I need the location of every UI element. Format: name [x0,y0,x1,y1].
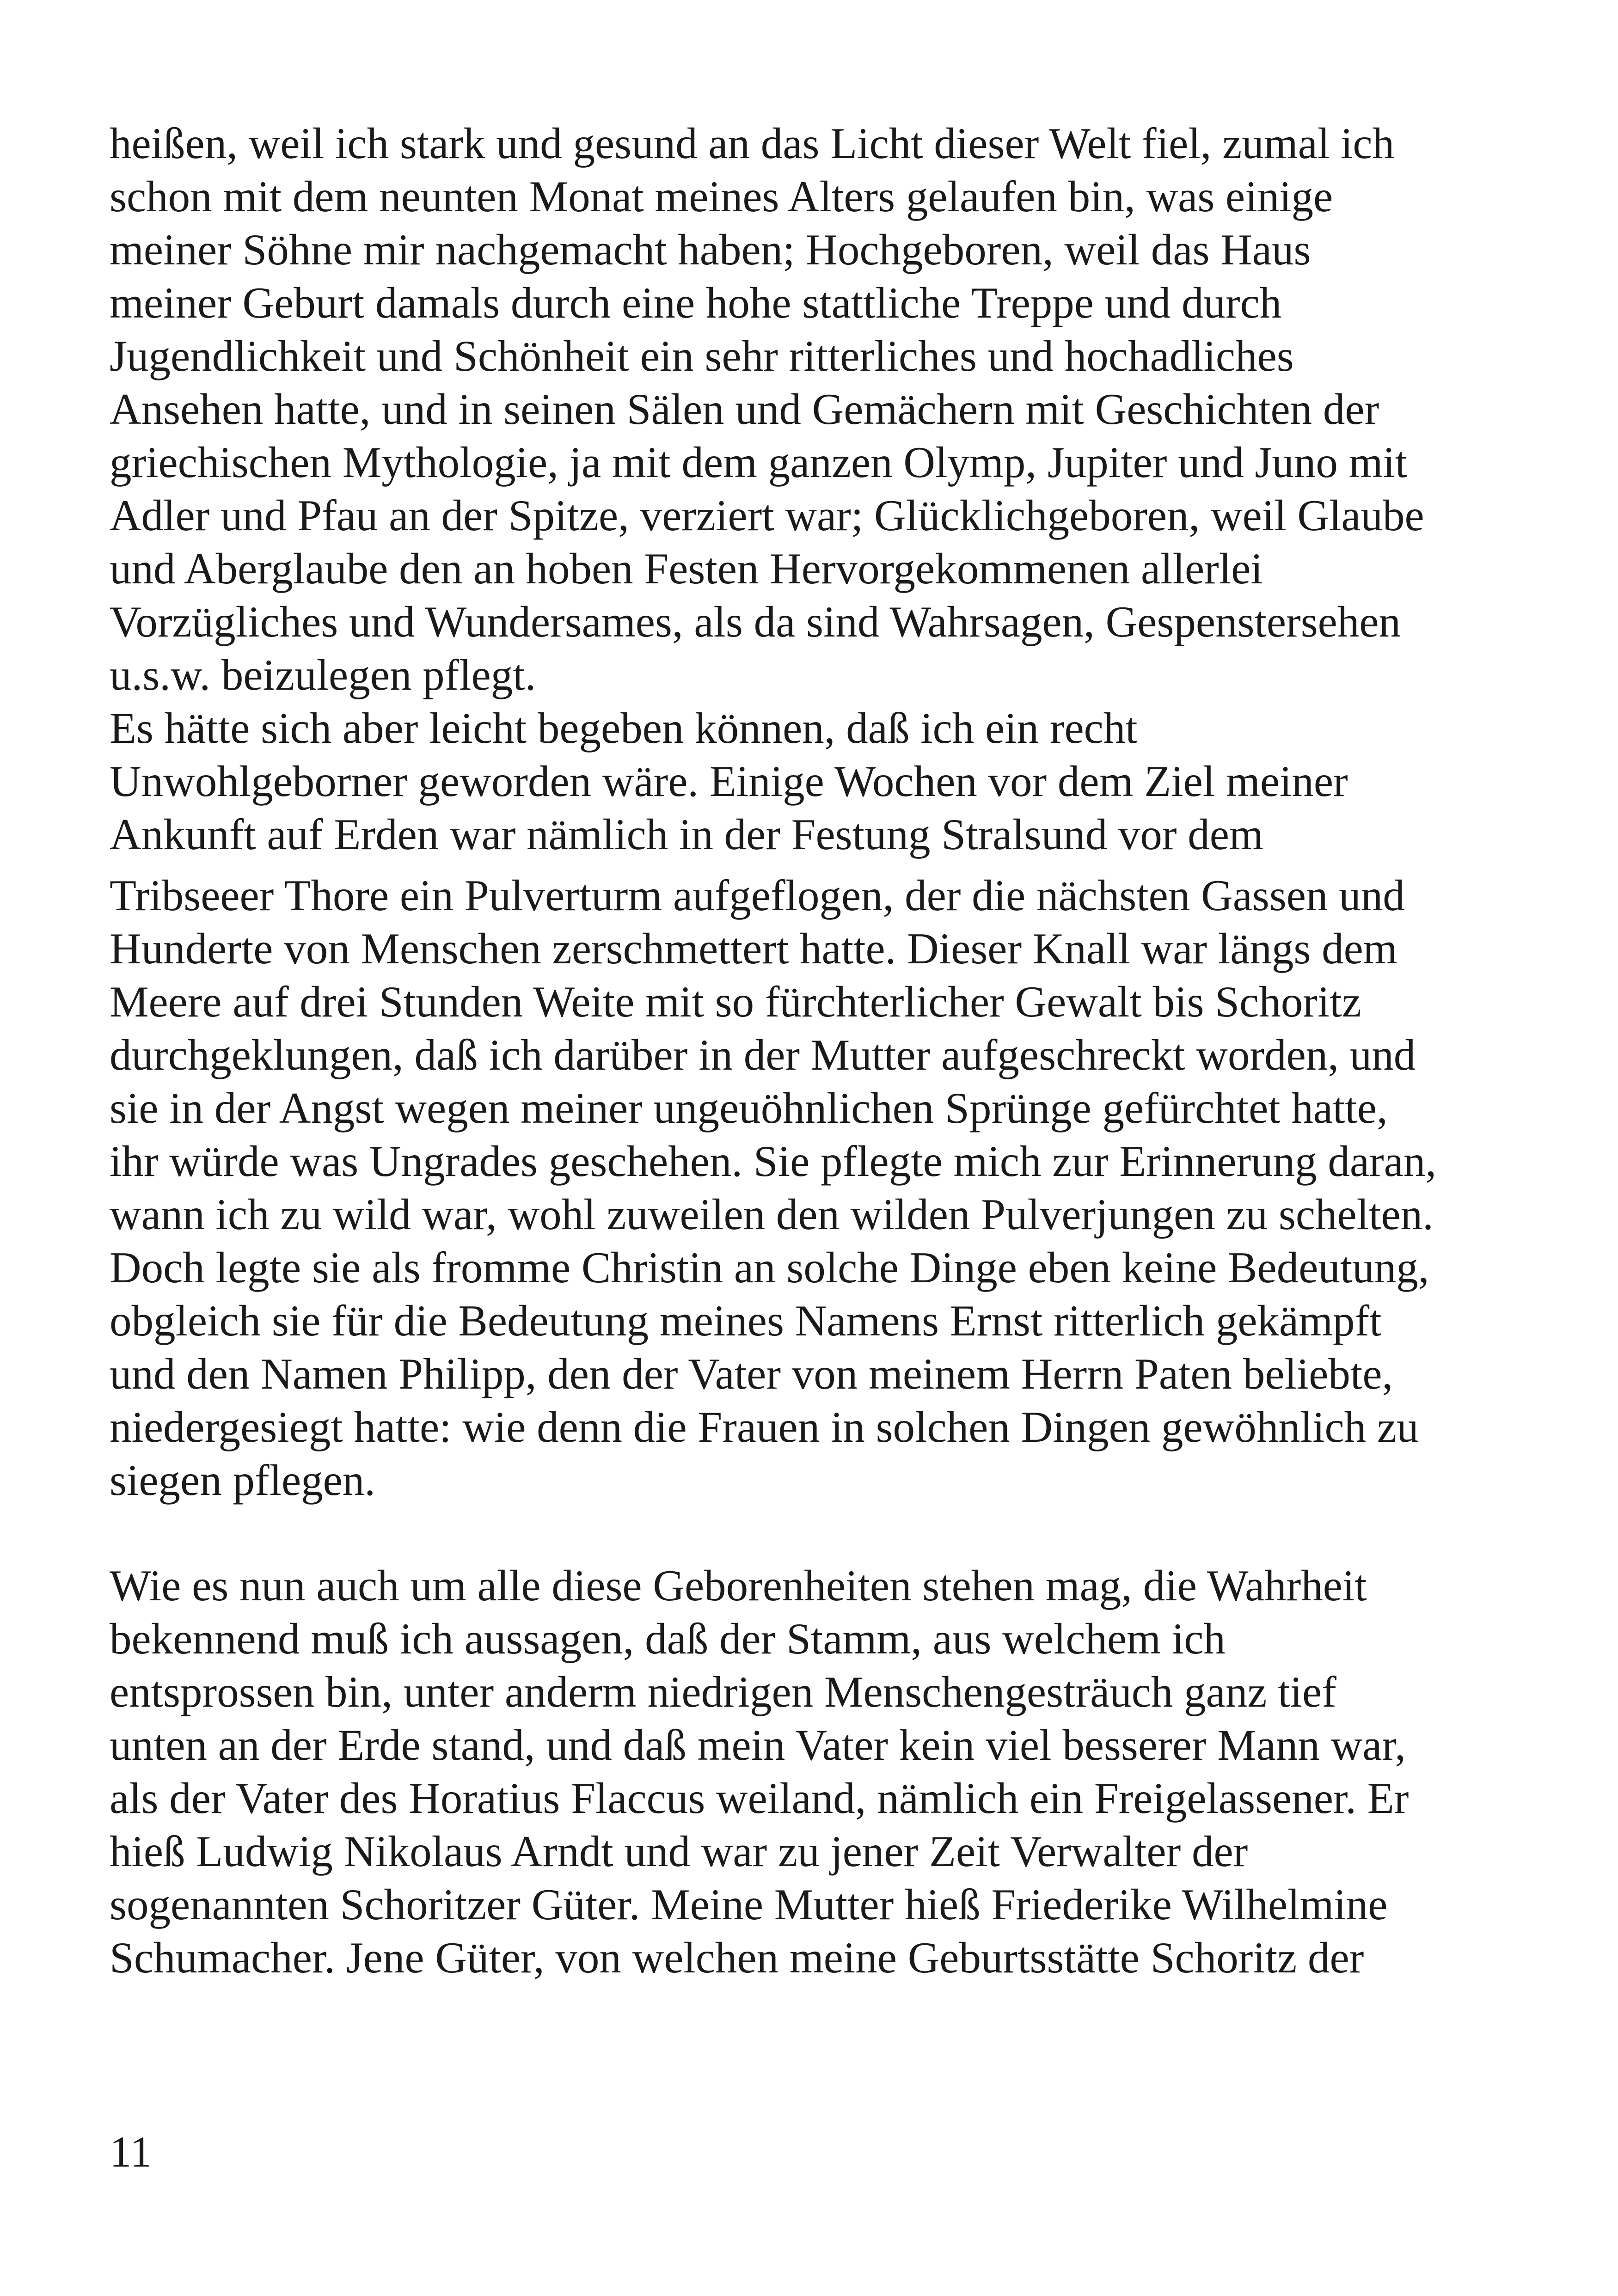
text-line: Adler und Pfau an der Spitze, verziert war; Glücklichgeboren, weil Glaube [110,491,1424,540]
text-line: Vorzügliches und Wundersames, als da sind Wahrsagen, Gespenstersehen [110,597,1401,646]
text-line: Wie es nun auch um alle diese Geborenheiten stehen mag, die Wahrheit [110,1561,1367,1610]
text-line: Schumacher. Jene Güter, von welchen meine Geburtsstätte Schoritz der [110,1933,1364,1982]
text-line: Unwohlgeborner geworden wäre. Einige Wochen vor dem Ziel meiner [110,757,1348,806]
text-line: unten an der Erde stand, und daß mein Vater kein viel besserer Mann war, [110,1720,1406,1769]
text-line: siegen pflegen. [110,1456,376,1505]
text-line: meiner Söhne mir nachgemacht haben; Hochgeboren, weil das Haus [110,225,1311,274]
paragraph-4 [110,1559,1515,1984]
text-line: Hunderte von Menschen zerschmettert hatte. Dieser Knall war längs dem [110,924,1397,973]
text-line: sogenannten Schoritzer Güter. Meine Mutter hieß Friederike Wilhelmine [110,1880,1388,1929]
text-line: und den Namen Philipp, den der Vater von meinem Herrn Paten beliebte, [110,1349,1393,1398]
text-line: sie in der Angst wegen meiner ungeuöhnlichen Sprünge gefürchtet hatte, [110,1084,1388,1133]
text-line: Es hätte sich aber leicht begeben können, daß ich ein recht [110,704,1138,753]
paragraph-1 [110,117,1515,702]
text-line: Doch legte sie als fromme Christin an solche Dinge eben keine Bedeutung, [110,1243,1429,1292]
text-line: wann ich zu wild war, wohl zuweilen den wilden Pulverjungen zu schelten. [110,1190,1434,1239]
text-line: bekennend muß ich aussagen, daß der Stamm, aus welchem ich [110,1614,1226,1663]
text-line: Jugendlichkeit und Schönheit ein sehr ritterliches und hochadliches [110,331,1294,380]
text-line: meiner Geburt damals durch eine hohe stattliche Treppe und durch [110,278,1282,327]
text-line: entsprossen bin, unter anderm niedrigen Menschengesträuch ganz tief [110,1667,1336,1716]
text-line: griechischen Mythologie, ja mit dem ganzen Olymp, Jupiter und Juno mit [110,438,1408,487]
text-line: obgleich sie für die Bedeutung meines Namens Ernst ritterlich gekämpft [110,1296,1382,1345]
paragraph-3 [110,869,1515,1507]
paragraph-2 [110,702,1515,861]
text-line: schon mit dem neunten Monat meines Alters gelaufen bin, was einige [110,172,1333,221]
text-line: hieß Ludwig Nikolaus Arndt und war zu jener Zeit Verwalter der [110,1827,1248,1876]
text-line: durchgeklungen, daß ich darüber in der Mutter aufgeschreckt worden, und [110,1030,1416,1079]
text-line: Meere auf drei Stunden Weite mit so fürchterlicher Gewalt bis Schoritz [110,977,1361,1026]
text-line: Ankunft auf Erden war nämlich in der Festung Stralsund vor dem [110,810,1263,859]
page-number: 11 [110,2127,152,2176]
text-line: u.s.w. beizulegen pflegt. [110,650,536,699]
text-line: niedergesiegt hatte: wie denn die Frauen in solchen Dingen gewöhnlich zu [110,1402,1419,1451]
text-line: heißen, weil ich stark und gesund an das Licht dieser Welt fiel, zumal ich [110,119,1395,168]
text-line: ihr würde was Ungrades geschehen. Sie pflegte mich zur Erinnerung daran, [110,1137,1437,1186]
text-line: als der Vater des Horatius Flaccus weiland, nämlich ein Freigelassener. Er [110,1774,1409,1823]
text-line: und Aberglaube den an hoben Festen Hervorgekommenen allerlei [110,544,1263,593]
text-line: Ansehen hatte, und in seinen Sälen und Gemächern mit Geschichten der [110,385,1379,434]
text-line: Tribseeer Thore ein Pulverturm aufgeflogen, der die nächsten Gassen und [110,871,1405,920]
